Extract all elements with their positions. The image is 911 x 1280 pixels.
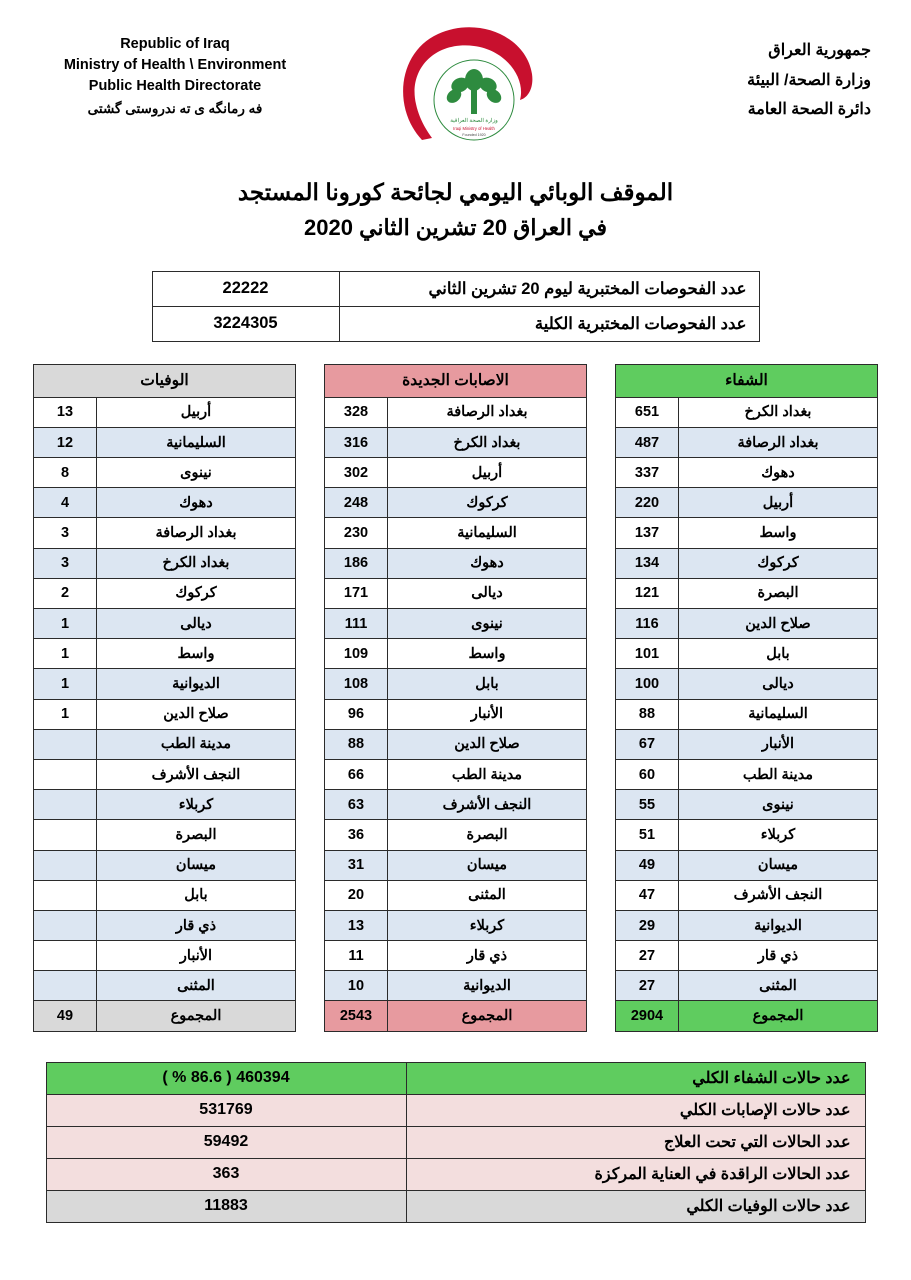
governorate-value: 11 xyxy=(325,941,388,971)
governorate-value: 101 xyxy=(616,639,679,669)
table-row xyxy=(325,548,587,578)
governorate-value: 116 xyxy=(616,609,679,639)
table-row xyxy=(325,850,587,880)
table-row xyxy=(616,910,878,940)
summary-value: 460394 ( 86.6 % ) xyxy=(46,1062,406,1094)
daily-tests-label: عدد الفحوصات المختبرية ليوم 20 تشرين الثاني xyxy=(339,271,759,306)
governorate-value: 487 xyxy=(616,427,679,457)
table-row xyxy=(616,729,878,759)
governorate-value: 20 xyxy=(325,880,388,910)
governorate-name: المثنى xyxy=(97,971,296,1001)
new-cases-header: الاصابات الجديدة xyxy=(325,364,587,397)
table-row xyxy=(34,427,296,457)
governorate-value: 8 xyxy=(34,458,97,488)
governorate-value: 3 xyxy=(34,548,97,578)
governorate-name: المثنى xyxy=(388,880,587,910)
summary-row-active-cases xyxy=(46,1126,865,1158)
governorate-name: ذي قار xyxy=(679,941,878,971)
governorate-value: 29 xyxy=(616,910,679,940)
page-title xyxy=(0,175,911,245)
governorate-value xyxy=(34,941,97,971)
summary-row-total-deaths xyxy=(46,1190,865,1222)
governorate-name: كركوك xyxy=(388,488,587,518)
table-row xyxy=(325,397,587,427)
governorate-name: واسط xyxy=(679,518,878,548)
governorate-name: بغداد الكرخ xyxy=(97,548,296,578)
table-row xyxy=(325,427,587,457)
table-row xyxy=(616,458,878,488)
header-ar-line-3: دائرة الصحة العامة xyxy=(747,101,871,119)
governorate-value: 4 xyxy=(34,488,97,518)
recovered-header: الشفاء xyxy=(616,364,878,397)
governorate-value: 111 xyxy=(325,609,388,639)
summary-value: 363 xyxy=(46,1158,406,1190)
table-row xyxy=(325,518,587,548)
total-tests-value: 3224305 xyxy=(152,306,339,341)
header-english-block xyxy=(40,22,310,119)
table-row xyxy=(325,488,587,518)
table-row xyxy=(325,910,587,940)
governorate-value: 47 xyxy=(616,880,679,910)
governorate-value xyxy=(34,880,97,910)
governorate-name: بابل xyxy=(97,880,296,910)
table-row xyxy=(34,790,296,820)
governorate-value: 171 xyxy=(325,578,388,608)
governorate-value: 651 xyxy=(616,397,679,427)
table-row xyxy=(34,910,296,940)
governorate-name: الأنبار xyxy=(388,699,587,729)
table-row xyxy=(616,880,878,910)
governorate-value xyxy=(34,790,97,820)
table-row xyxy=(616,609,878,639)
governorate-value: 55 xyxy=(616,790,679,820)
table-row xyxy=(34,578,296,608)
deaths-header: الوفيات xyxy=(34,364,296,397)
summary-label: عدد الحالات الراقدة في العناية المركزة xyxy=(406,1158,865,1190)
table-row xyxy=(34,820,296,850)
summary-value: 11883 xyxy=(46,1190,406,1222)
iraq-ministry-of-health-logo xyxy=(386,22,556,157)
table-row xyxy=(616,699,878,729)
table-row xyxy=(34,880,296,910)
governorate-name: مدينة الطب xyxy=(388,759,587,789)
governorate-value: 3 xyxy=(34,518,97,548)
table-row xyxy=(616,669,878,699)
header-en-line-1: Republic of Iraq xyxy=(120,36,230,52)
governorate-name: النجف الأشرف xyxy=(679,880,878,910)
table-row xyxy=(34,729,296,759)
table-row xyxy=(34,941,296,971)
table-row xyxy=(325,699,587,729)
governorate-name: بغداد الرصافة xyxy=(97,518,296,548)
svg-text:وزارة الصحة العراقية: وزارة الصحة العراقية xyxy=(449,118,498,124)
table-row xyxy=(616,820,878,850)
governorate-value: 66 xyxy=(325,759,388,789)
governorate-name: دهوك xyxy=(97,488,296,518)
governorate-name: أربيل xyxy=(388,458,587,488)
recovered-table xyxy=(615,364,878,1032)
header-ar-line-1: جمهورية العراق xyxy=(768,42,871,59)
governorate-name: بغداد الكرخ xyxy=(388,427,587,457)
summary-value: 59492 xyxy=(46,1126,406,1158)
table-row xyxy=(616,790,878,820)
summary-label: عدد حالات الوفيات الكلي xyxy=(406,1190,865,1222)
governorate-name: دهوك xyxy=(679,458,878,488)
table-row xyxy=(34,699,296,729)
table-row xyxy=(152,306,759,341)
governorate-value: 51 xyxy=(616,820,679,850)
governorate-value: 109 xyxy=(325,639,388,669)
governorate-value: 12 xyxy=(34,427,97,457)
governorate-name: مدينة الطب xyxy=(679,759,878,789)
summary-row-total-recovered xyxy=(46,1062,865,1094)
governorate-name: السليمانية xyxy=(97,427,296,457)
table-row xyxy=(616,518,878,548)
governorate-name: صلاح الدين xyxy=(97,699,296,729)
summary-value: 531769 xyxy=(46,1094,406,1126)
governorate-name: بغداد الرصافة xyxy=(388,397,587,427)
governorate-name: البصرة xyxy=(679,578,878,608)
governorate-value xyxy=(34,729,97,759)
header-ar-line-2: وزارة الصحة/ البيئة xyxy=(747,71,871,89)
table-row xyxy=(34,397,296,427)
governorate-name: النجف الأشرف xyxy=(388,790,587,820)
governorate-value: 13 xyxy=(325,910,388,940)
governorate-name: كربلاء xyxy=(679,820,878,850)
governorate-name: ميسان xyxy=(97,850,296,880)
summary-table xyxy=(46,1062,866,1223)
summary-label: عدد الحالات التي تحت العلاج xyxy=(406,1126,865,1158)
table-row xyxy=(616,488,878,518)
table-row xyxy=(325,639,587,669)
table-row xyxy=(325,790,587,820)
governorate-value: 137 xyxy=(616,518,679,548)
governorate-name: صلاح الدين xyxy=(679,609,878,639)
governorate-name: صلاح الدين xyxy=(388,729,587,759)
governorate-name: الأنبار xyxy=(679,729,878,759)
new-cases-total-row xyxy=(325,1001,587,1031)
governorate-name: ديالى xyxy=(97,609,296,639)
total-label: المجموع xyxy=(97,1001,296,1031)
table-row xyxy=(616,759,878,789)
governorate-name: كربلاء xyxy=(388,910,587,940)
governorate-name: نينوى xyxy=(97,458,296,488)
total-label: المجموع xyxy=(679,1001,878,1031)
governorate-value: 36 xyxy=(325,820,388,850)
governorate-value: 96 xyxy=(325,699,388,729)
governorate-name: ديالى xyxy=(679,669,878,699)
table-row xyxy=(616,639,878,669)
table-row xyxy=(34,488,296,518)
governorate-value: 63 xyxy=(325,790,388,820)
governorate-value xyxy=(34,820,97,850)
governorate-value: 121 xyxy=(616,578,679,608)
governorate-name: ذي قار xyxy=(97,910,296,940)
governorate-value: 67 xyxy=(616,729,679,759)
table-row xyxy=(34,759,296,789)
total-tests-label: عدد الفحوصات المختبرية الكلية xyxy=(339,306,759,341)
table-row xyxy=(616,548,878,578)
governorate-value: 328 xyxy=(325,397,388,427)
total-label: المجموع xyxy=(388,1001,587,1031)
table-row xyxy=(325,941,587,971)
table-row xyxy=(616,941,878,971)
governorate-value: 13 xyxy=(34,397,97,427)
deaths-total-row xyxy=(34,1001,296,1031)
lab-tests-table xyxy=(152,271,760,342)
governorate-name: الديوانية xyxy=(388,971,587,1001)
table-row xyxy=(325,880,587,910)
table-row xyxy=(325,578,587,608)
governorate-name: نينوى xyxy=(679,790,878,820)
table-row xyxy=(616,397,878,427)
governorate-value: 1 xyxy=(34,639,97,669)
governorate-value: 31 xyxy=(325,850,388,880)
governorate-name: البصرة xyxy=(388,820,587,850)
governorate-value: 108 xyxy=(325,669,388,699)
governorate-name: بابل xyxy=(388,669,587,699)
governorate-name: البصرة xyxy=(97,820,296,850)
svg-text:Iraqi Ministry of Health: Iraqi Ministry of Health xyxy=(452,126,495,131)
governorate-name: بغداد الرصافة xyxy=(679,427,878,457)
governorate-name: دهوك xyxy=(388,548,587,578)
table-row xyxy=(325,971,587,1001)
document-header xyxy=(0,0,911,157)
governorate-value xyxy=(34,850,97,880)
governorate-value: 316 xyxy=(325,427,388,457)
governorate-value: 60 xyxy=(616,759,679,789)
page-title-line-2: في العراق 20 تشرين الثاني 2020 xyxy=(304,214,607,240)
governorate-value: 302 xyxy=(325,458,388,488)
governorate-name: ذي قار xyxy=(388,941,587,971)
total-value: 2904 xyxy=(616,1001,679,1031)
governorate-name: أربيل xyxy=(679,488,878,518)
governorate-value: 27 xyxy=(616,971,679,1001)
table-row xyxy=(616,850,878,880)
governorate-name: الديوانية xyxy=(679,910,878,940)
table-row xyxy=(34,518,296,548)
table-row xyxy=(616,971,878,1001)
governorate-name: كركوك xyxy=(679,548,878,578)
governorate-value: 1 xyxy=(34,609,97,639)
table-row xyxy=(616,578,878,608)
table-row xyxy=(325,759,587,789)
governorate-value: 1 xyxy=(34,699,97,729)
table-row xyxy=(325,609,587,639)
table-row xyxy=(34,850,296,880)
governorate-value: 248 xyxy=(325,488,388,518)
header-en-line-3: Public Health Directorate xyxy=(88,78,262,95)
table-row xyxy=(325,458,587,488)
governorate-value: 88 xyxy=(325,729,388,759)
governorate-value: 1 xyxy=(34,669,97,699)
recovered-total-row xyxy=(616,1001,878,1031)
governorate-name: كربلاء xyxy=(97,790,296,820)
total-value: 49 xyxy=(34,1001,97,1031)
governorate-value: 49 xyxy=(616,850,679,880)
governorate-value: 134 xyxy=(616,548,679,578)
governorate-name: المثنى xyxy=(679,971,878,1001)
table-row xyxy=(325,820,587,850)
deaths-table xyxy=(33,364,296,1032)
header-kurdish-line: فه‌ رمانگه‌ ى ته‌ ندروستى گشتى xyxy=(87,101,263,117)
governorate-name: بغداد الكرخ xyxy=(679,397,878,427)
table-row xyxy=(34,548,296,578)
governorate-name: الأنبار xyxy=(97,941,296,971)
page-title-line-1: الموقف الوبائي اليومي لجائحة كورونا المستجد xyxy=(237,179,674,205)
summary-label: عدد حالات الشفاء الكلي xyxy=(406,1062,865,1094)
table-row xyxy=(34,609,296,639)
governorate-name: واسط xyxy=(388,639,587,669)
new-cases-table xyxy=(324,364,587,1032)
governorate-value: 27 xyxy=(616,941,679,971)
governorate-value xyxy=(34,910,97,940)
governorate-name: مدينة الطب xyxy=(97,729,296,759)
governorate-value xyxy=(34,971,97,1001)
governorate-name: بابل xyxy=(679,639,878,669)
table-row xyxy=(34,971,296,1001)
governorate-name: واسط xyxy=(97,639,296,669)
governorate-name: كركوك xyxy=(97,578,296,608)
governorate-value: 186 xyxy=(325,548,388,578)
table-row xyxy=(34,639,296,669)
total-value: 2543 xyxy=(325,1001,388,1031)
governorate-tables xyxy=(0,364,911,1032)
governorate-value xyxy=(34,759,97,789)
governorate-name: نينوى xyxy=(388,609,587,639)
governorate-value: 230 xyxy=(325,518,388,548)
governorate-name: الديوانية xyxy=(97,669,296,699)
table-row xyxy=(152,271,759,306)
summary-row-icu-cases xyxy=(46,1158,865,1190)
governorate-name: ميسان xyxy=(388,850,587,880)
daily-tests-value: 22222 xyxy=(152,271,339,306)
table-row xyxy=(34,669,296,699)
governorate-name: ميسان xyxy=(679,850,878,880)
governorate-value: 88 xyxy=(616,699,679,729)
svg-text:Founded 1920: Founded 1920 xyxy=(461,133,486,137)
table-row xyxy=(616,427,878,457)
governorate-value: 100 xyxy=(616,669,679,699)
governorate-value: 220 xyxy=(616,488,679,518)
governorate-name: أربيل xyxy=(97,397,296,427)
header-arabic-block xyxy=(631,22,871,125)
summary-label: عدد حالات الإصابات الكلي xyxy=(406,1094,865,1126)
summary-row-total-cases xyxy=(46,1094,865,1126)
table-row xyxy=(325,729,587,759)
governorate-name: النجف الأشرف xyxy=(97,759,296,789)
table-row xyxy=(34,458,296,488)
governorate-value: 10 xyxy=(325,971,388,1001)
header-en-line-2: Ministry of Health \ Environment xyxy=(63,57,287,74)
governorate-name: ديالى xyxy=(388,578,587,608)
governorate-name: السليمانية xyxy=(679,699,878,729)
governorate-name: السليمانية xyxy=(388,518,587,548)
governorate-value: 2 xyxy=(34,578,97,608)
governorate-value: 337 xyxy=(616,458,679,488)
table-row xyxy=(325,669,587,699)
